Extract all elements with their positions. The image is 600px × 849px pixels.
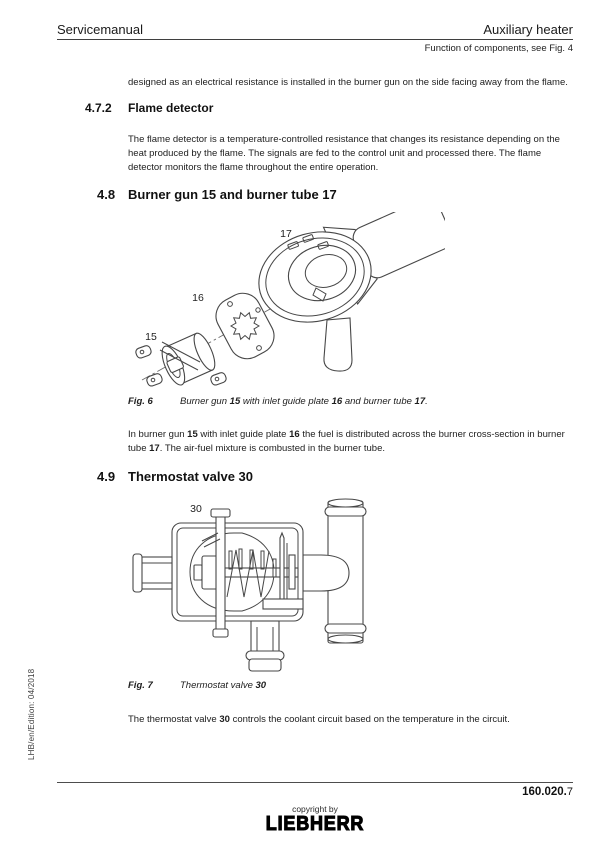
thermostat-valve-paragraph: The thermostat valve 30 controls the coolant circuit based on the temperature in the circuit.	[128, 713, 510, 725]
callout-thermostat-valve: 30	[190, 503, 202, 515]
figure-caption-text: Thermostat valve 30	[180, 680, 267, 691]
section-number: 4.7.2	[85, 101, 112, 115]
section-heading-flame-detector	[85, 101, 213, 115]
document-number: 160.020.7	[522, 786, 573, 798]
section-title: Thermostat valve 30	[128, 469, 254, 484]
liebherr-logo: LIEBHERR	[265, 812, 365, 835]
page-header	[57, 22, 573, 37]
bottom-pipe-stub	[246, 621, 284, 671]
copyright-line: copyright by	[292, 804, 338, 814]
section-title: Burner gun 15 and burner tube 17	[128, 187, 337, 202]
callout-inlet-guide-plate: 16	[192, 292, 204, 304]
section-title: Flame detector	[128, 101, 214, 115]
header-subline: Function of components, see Fig. 4	[424, 43, 573, 54]
header-left-title: Servicemanual	[57, 22, 143, 37]
edition-label: LHB/en/Edition: 04/2018	[27, 668, 36, 760]
thermostat-valve-diagram	[130, 493, 370, 679]
figure-caption-text: Burner gun 15 with inlet guide plate 16 and burner tube 17.	[180, 396, 428, 407]
figure-label: Fig. 7	[128, 680, 153, 691]
header-right-title: Auxiliary heater	[483, 22, 573, 37]
burner-tube-part	[248, 212, 445, 371]
figure-6-caption	[128, 396, 577, 407]
intro-paragraph: designed as an electrical resistance is installed in the burner gun on the side facing away from the flame.	[128, 76, 568, 88]
header-rule	[57, 39, 573, 40]
page-digit: 7	[566, 786, 573, 798]
left-pipe-stub	[133, 554, 172, 592]
callout-burner-tube: 17	[280, 228, 292, 240]
section-heading-thermostat-valve	[97, 469, 253, 484]
callout-burner-gun: 15	[145, 331, 157, 343]
section-number: 4.9	[97, 469, 116, 484]
figure-7-caption	[128, 680, 577, 691]
flame-detector-paragraph: The flame detector is a temperature-controlled resistance that changes its resistance depending on the heat produced by the flame. The signals are fed to the control unit and processed there. The flame detector monitors the flame throughout the entire operation.	[128, 133, 560, 173]
section-heading-burner-gun	[97, 187, 337, 202]
section-number: 4.8	[97, 187, 116, 202]
burner-gun-paragraph: In burner gun 15 with inlet guide plate 16 the fuel is distributed across the burner cross-section in burner tube 17. The air-fuel mixture is combusted in the burner tube.	[128, 428, 565, 454]
footer-rule	[57, 782, 573, 783]
right-connector	[303, 555, 349, 591]
burner-gun-diagram	[130, 212, 445, 394]
figure-label: Fig. 6	[128, 396, 153, 407]
